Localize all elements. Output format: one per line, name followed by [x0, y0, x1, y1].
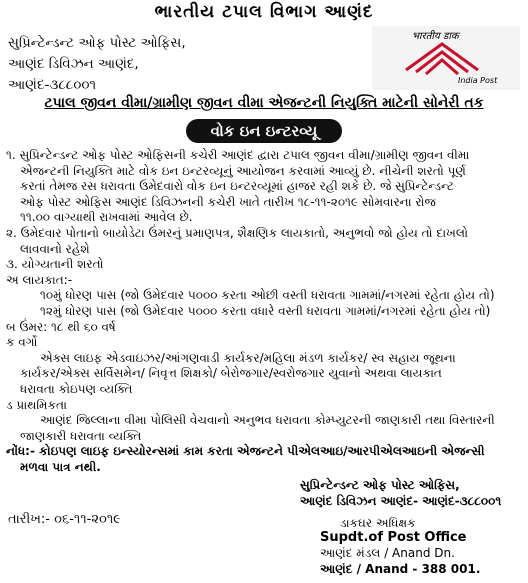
- address-line-2: આણંદ ડિવિઝન આણંદ,: [8, 56, 139, 72]
- stamp-line-4: આણંદ / Anand - 388 001.: [320, 562, 481, 576]
- category-line-2: કાર્યકર/એક્સ સર્વિસમેન/ નિવૃત્ત શિક્ષકો/ બેરોજગાર/સ્વરોજગાર યુવાનો અથવા લાયકાત: [20, 366, 442, 381]
- qualification-label: અ લાયકાત:-: [6, 272, 73, 287]
- qualification-item-2: ૧૨મું ધોરણ પાસ (જો ઉમેદવાર ૫૦૦૦ કરતા વધારે વસ્તી ધરાવતા ગામમાં/નગરમાં રહેતા હોય તો): [40, 303, 491, 318]
- address-line-1: સુપ્રિન્ટેન્ડન્ટ ઓફ પોસ્ટ ઓફિસ,: [8, 35, 186, 51]
- notice-date: તારીખ:- ૦૬-૧૧-૨૦૧૯: [8, 512, 121, 527]
- logo-hindi-text: भारतीय डाक: [412, 31, 459, 42]
- headline: ટપાલ જીવન વીમા/ગ્રામીણ જીવન વીમા એજન્ટની નિયુક્તિ માટેની સોનેરી તક: [44, 95, 484, 111]
- para-1-line-1: ૧. સુપ્રિન્ટેન્ડન્ટ ઓફ પોસ્ટ ઓફિસની કચેરી આણંદ દ્વારા ટપાલ જીવન વીમા/ગ્રામીણ જીવન વીમા: [6, 148, 470, 162]
- address-line-3: આણંદ-૩૮૮૦૦૧: [8, 77, 97, 93]
- priority-label: ડ પ્રાથમિકતા: [6, 397, 67, 412]
- note-line-1: નોંધ:- કોઇપણ લાઇફ ઇન્સ્યોરન્સમાં કામ કરતા એજન્ટને પીએલઆઇ/આરપીએલઆઇની એજન્સી: [6, 444, 485, 459]
- notice-body: [6, 148, 522, 475]
- para-1-line-2: એજન્ટની નિયુક્તિ માટે વોક ઇન ઇન્ટરવ્યૂનું આયોજન કરવામાં આવ્યું છે. નીચેની શરતો પૂર્ણ: [20, 163, 466, 178]
- india-post-logo-icon: [402, 40, 482, 76]
- stamp-line-2: Supdt.of Post Office: [320, 530, 467, 545]
- para-1-line-3: કરતાં તેમજ રસ ધરાવતા ઉમેદવારો વોક ઇન ઇન્ટરવ્યૂમાં હાજર રહી શકે છે. જે સુપ્રિન્ટેન્ડન્ટ: [20, 179, 454, 194]
- stamp-line-3: આણંદ મંડલ / Anand Dn.: [320, 546, 455, 560]
- priority-line-1: આણંદ જિલ્લાના વીમા પોલિસી વેચવાનો અનુભવ ધરાવતા કોમ્પ્યુટરની જાણકારી તથા વિસ્તારની: [40, 413, 495, 428]
- para-1-line-4: ઓફ પોસ્ટ ઓફિસ આણંદ ડિવિઝનની કચેરી ખાતે તારીખ ૧૮-૧૧-૨૦૧૯ સોમવારના રોજ: [20, 194, 436, 209]
- para-3-heading: ૩. યોગ્યતાની શરતો: [6, 257, 104, 272]
- stamp-line-1: ડાકઘર અધિક્ષક: [340, 516, 416, 530]
- office-line-2: આણંદ ડિવિઝન આણંદ- આણંદ-૩૮૮૦૦૧: [300, 494, 502, 508]
- logo-english-text: India Post: [458, 76, 498, 85]
- page-title: ભારતીય ટપાલ વિભાગ આણંદ: [154, 2, 374, 22]
- para-2-line-2: લાવવાનો રહેશે: [20, 241, 90, 256]
- age-label: બ ઉંમર: ૧૮ થી ૬૦ વર્ષ: [6, 319, 116, 334]
- para-1-line-5: ૧૧.૦૦ વાગ્યાથી રાખવામાં આવેલ છે.: [20, 210, 193, 225]
- qualification-item-1: ૧૦મું ધોરણ પાસ (જો ઉમેદવાર ૫૦૦૦ કરતા ઓછી વસ્તી ધરાવતા ગામમાં/નગરમાં રહેતા હોય તો): [40, 288, 495, 303]
- india-post-logo: [372, 26, 520, 90]
- category-line-3: ધરાવતા કોઇપણ વ્યક્તિ: [20, 381, 133, 396]
- walk-in-interview-banner: વોક ઇન ઇન્ટરવ્યૂ: [186, 119, 342, 143]
- priority-line-2: જાણકારી ધરાવતા વ્યક્તિ: [20, 428, 142, 443]
- office-line-1: સુપ્રિન્ટેન્ડન્ટ ઓફ પોસ્ટ ઓફિસ,: [300, 478, 460, 492]
- category-label: ક વર્ગો: [6, 335, 38, 350]
- note-line-2: મળવા પાત્ર નથી.: [20, 459, 101, 474]
- category-line-1: એક્સ લાઇફ એડવાઇઝર/આંગણવાડી કાર્યકર/મહિલા મંડળ કાર્યકર/ સ્વ સહાય જૂથના: [40, 350, 456, 365]
- para-2-line-1: ૨. ઉમેદવાર પોતાનો બાયોડેટા ઉંમરનું પ્રમાણપત્ર, શૈક્ષણિક લાયકાતો, અનુભવો જો હોય તો દાખલો: [6, 225, 468, 240]
